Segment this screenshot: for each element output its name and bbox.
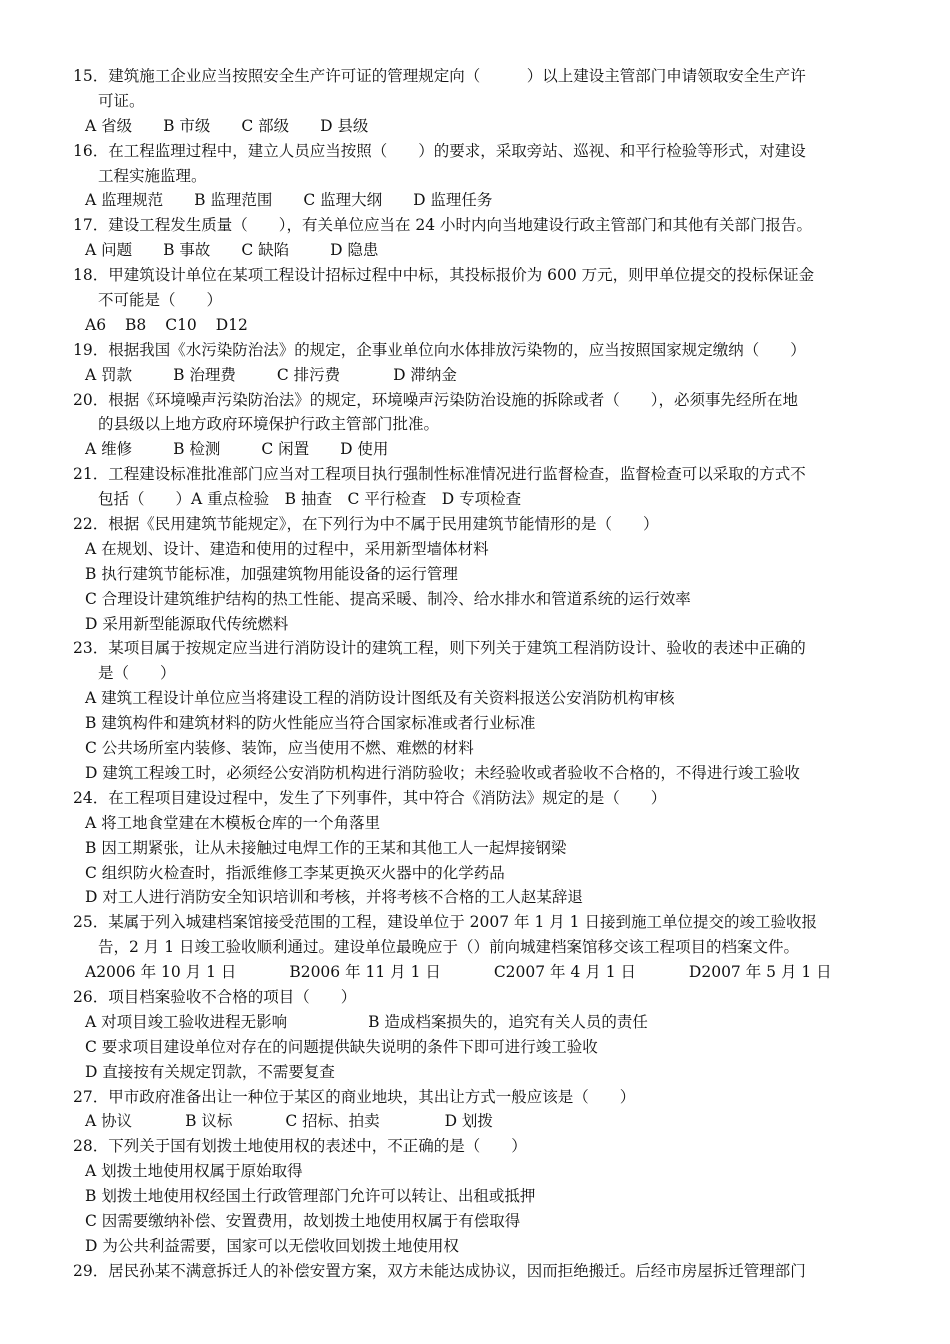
option-d: D 建筑工程竣工时，必须经公安消防机构进行消防验收；未经验收或者验收不合格的，不得进行竣工验收 [85, 763, 800, 782]
option-a: A 建筑工程设计单位应当将建设工程的消防设计图纸及有关资料报送公安消防机构审核 [85, 689, 675, 708]
question-20 [73, 388, 873, 463]
option-b: B 建筑构件和建筑材料的防火性能应当符合国家标准或者行业标准 [85, 714, 536, 733]
question-19 [73, 338, 873, 388]
option-b: B 执行建筑节能标准，加强建筑物用能设备的运行管理 [85, 564, 458, 583]
option-c: C10 [165, 315, 197, 334]
option-a: A 罚款 [85, 365, 133, 384]
question-text: 19．根据我国《水污染防治法》的规定，企事业单位向水体排放污染物的，应当按照国家规定缴纳（ ） [73, 340, 806, 359]
question-25 [73, 910, 873, 985]
option-a: A 划拨土地使用权属于原始取得 [85, 1162, 303, 1181]
question-text: 27．甲市政府准备出让一种位于某区的商业地块，其出让方式一般应该是（ ） [73, 1087, 636, 1106]
option-row [73, 188, 873, 213]
question-text: 告，2 月 1 日竣工验收顺利通过。建设单位最晚应于（）前向城建档案馆移交该工程项目的档案文件。 [98, 938, 800, 957]
question-21 [73, 462, 873, 512]
option-b: B 检测 [173, 440, 221, 459]
option-row [73, 437, 873, 462]
option-row [73, 1109, 873, 1134]
option-d: D 划拨 [444, 1112, 493, 1131]
option-d: D 监理任务 [413, 191, 493, 210]
question-15 [73, 64, 873, 139]
question-text: 18．甲建筑设计单位在某项工程设计招标过程中中标，其投标报价为 600 万元，则甲单位提交的投标保证金 [73, 266, 815, 285]
question-text: 29．居民孙某不满意拆迁人的补偿安置方案，双方未能达成协议，因而拒绝搬迁。后经市房屋拆迁管理部门 [73, 1261, 806, 1280]
question-list [73, 64, 873, 1284]
option-c: C2007 年 4 月 1 日 [493, 963, 636, 982]
question-17 [73, 213, 873, 263]
question-16 [73, 139, 873, 214]
option-a: A 维修 [85, 440, 133, 459]
option-c: C 要求项目建设单位对存在的问题提供缺失说明的条件下即可进行竣工验收 [85, 1037, 598, 1056]
option-d: D 滞纳金 [393, 365, 457, 384]
option-d: D 隐患 [330, 241, 379, 260]
option-c: C 合理设计建筑维护结构的热工性能、提高采暖、制冷、给水排水和管道系统的运行效率 [85, 589, 691, 608]
question-text: 16．在工程监理过程中，建立人员应当按照（ ）的要求，采取旁站、巡视、和平行检验等形式，对建设 [73, 141, 806, 160]
question-text: 28．下列关于国有划拨土地使用权的表述中，不正确的是（ ） [73, 1137, 527, 1156]
option-row [73, 313, 873, 338]
option-d: D 使用 [340, 440, 389, 459]
option-row [73, 1010, 873, 1035]
option-row [73, 363, 873, 388]
option-a: A 监理规范 [85, 191, 164, 210]
option-b: B 因工期紧张，让从未接触过电焊工作的王某和其他工人一起焊接钢梁 [85, 838, 567, 857]
option-a: A 在规划、设计、建造和使用的过程中，采用新型墙体材料 [85, 539, 489, 558]
option-c: C 排污费 [276, 365, 341, 384]
option-b: B 监理范围 [194, 191, 273, 210]
question-text: 20．根据《环境噪声污染防治法》的规定，环境噪声污染防治设施的拆除或者（ ），必须事先经所在地 [73, 390, 798, 409]
question-29 [73, 1259, 873, 1284]
option-b: B 划拨土地使用权经国土行政管理部门允许可以转让、出租或抵押 [85, 1187, 536, 1206]
question-text: 是（ ） [98, 664, 176, 683]
option-a: A 协议 [85, 1112, 133, 1131]
option-a: A2006 年 10 月 1 日 [85, 963, 237, 982]
option-row [73, 238, 873, 263]
question-text: 17．建设工程发生质量（ ），有关单位应当在 24 小时内向当地建设行政主管部门和其他有关部门报告。 [73, 216, 813, 235]
option-c: C 监理大纲 [303, 191, 383, 210]
option-b: B 治理费 [173, 365, 236, 384]
question-28 [73, 1134, 873, 1258]
option-c: C 招标、拍卖 [285, 1112, 380, 1131]
option-b: B 事故 [163, 241, 211, 260]
question-27 [73, 1085, 873, 1135]
option-a: A 对项目竣工验收进程无影响 [85, 1012, 288, 1031]
question-24 [73, 786, 873, 910]
question-text: 工程实施监理。 [98, 166, 207, 185]
option-d: D 对工人进行消防安全知识培训和考核，并将考核不合格的工人赵某辞退 [85, 888, 583, 907]
option-b: B 议标 [185, 1112, 233, 1131]
option-b: B8 [125, 315, 147, 334]
option-c: C 闲置 [261, 440, 310, 459]
option-b: B 市级 [163, 116, 211, 135]
option-a: A6 [85, 315, 107, 334]
question-text: 15．建筑施工企业应当按照安全生产许可证的管理规定向（ ）以上建设主管部门申请领取安全生产许 [73, 67, 806, 85]
option-b: B2006 年 11 月 1 日 [289, 963, 441, 982]
option-c: C 缺陷 [241, 241, 290, 260]
question-22 [73, 512, 873, 636]
option-d: D2007 年 5 月 1 日 [688, 963, 832, 982]
question-text: 25．某属于列入城建档案馆接受范围的工程，建设单位于 2007 年 1 月 1 日接到施工单位提交的竣工验收报 [73, 913, 817, 932]
option-d: D12 [215, 315, 248, 334]
question-text: 包括（ ）A 重点检验 B 抽查 C 平行检查 D 专项检查 [98, 490, 522, 509]
option-b: B 造成档案损失的，追究有关人员的责任 [368, 1012, 648, 1031]
option-d: D 直接按有关规定罚款，不需要复查 [85, 1062, 335, 1081]
option-a: A 问题 [85, 241, 133, 260]
question-text: 23．某项目属于按规定应当进行消防设计的建筑工程，则下列关于建筑工程消防设计、验收的表述中正确的 [73, 639, 806, 658]
question-text: 可证。 [98, 91, 145, 110]
option-c: C 部级 [241, 116, 290, 135]
question-text: 24．在工程项目建设过程中，发生了下列事件，其中符合《消防法》规定的是（ ） [73, 788, 667, 807]
option-c: C 组织防火检查时，指派维修工李某更换灭火器中的化学药品 [85, 863, 505, 882]
question-18 [73, 263, 873, 338]
question-text: 26．项目档案验收不合格的项目（ ） [73, 987, 357, 1006]
option-d: D 采用新型能源取代传统燃料 [85, 614, 289, 633]
question-23 [73, 636, 873, 785]
option-row [73, 960, 873, 985]
option-d: D 县级 [320, 116, 369, 135]
question-text: 22．根据《民用建筑节能规定》，在下列行为中不属于民用建筑节能情形的是（ ） [73, 515, 659, 534]
option-c: C 公共场所室内装修、装饰，应当使用不燃、难燃的材料 [85, 739, 474, 758]
question-text: 不可能是（ ） [98, 291, 223, 310]
option-a: A 将工地食堂建在木模板仓库的一个角落里 [85, 813, 381, 832]
question-text: 的县级以上地方政府环境保护行政主管部门批准。 [98, 415, 440, 434]
option-a: A 省级 [85, 116, 133, 135]
option-c: C 因需要缴纳补偿、安置费用，故划拨土地使用权属于有偿取得 [85, 1211, 521, 1230]
option-row [73, 114, 873, 139]
question-26 [73, 985, 873, 1085]
question-text: 21．工程建设标准批准部门应当对工程项目执行强制性标准情况进行监督检查，监督检查可以采取的方式不 [73, 465, 806, 484]
option-d: D 为公共利益需要，国家可以无偿收回划拨土地使用权 [85, 1236, 459, 1255]
